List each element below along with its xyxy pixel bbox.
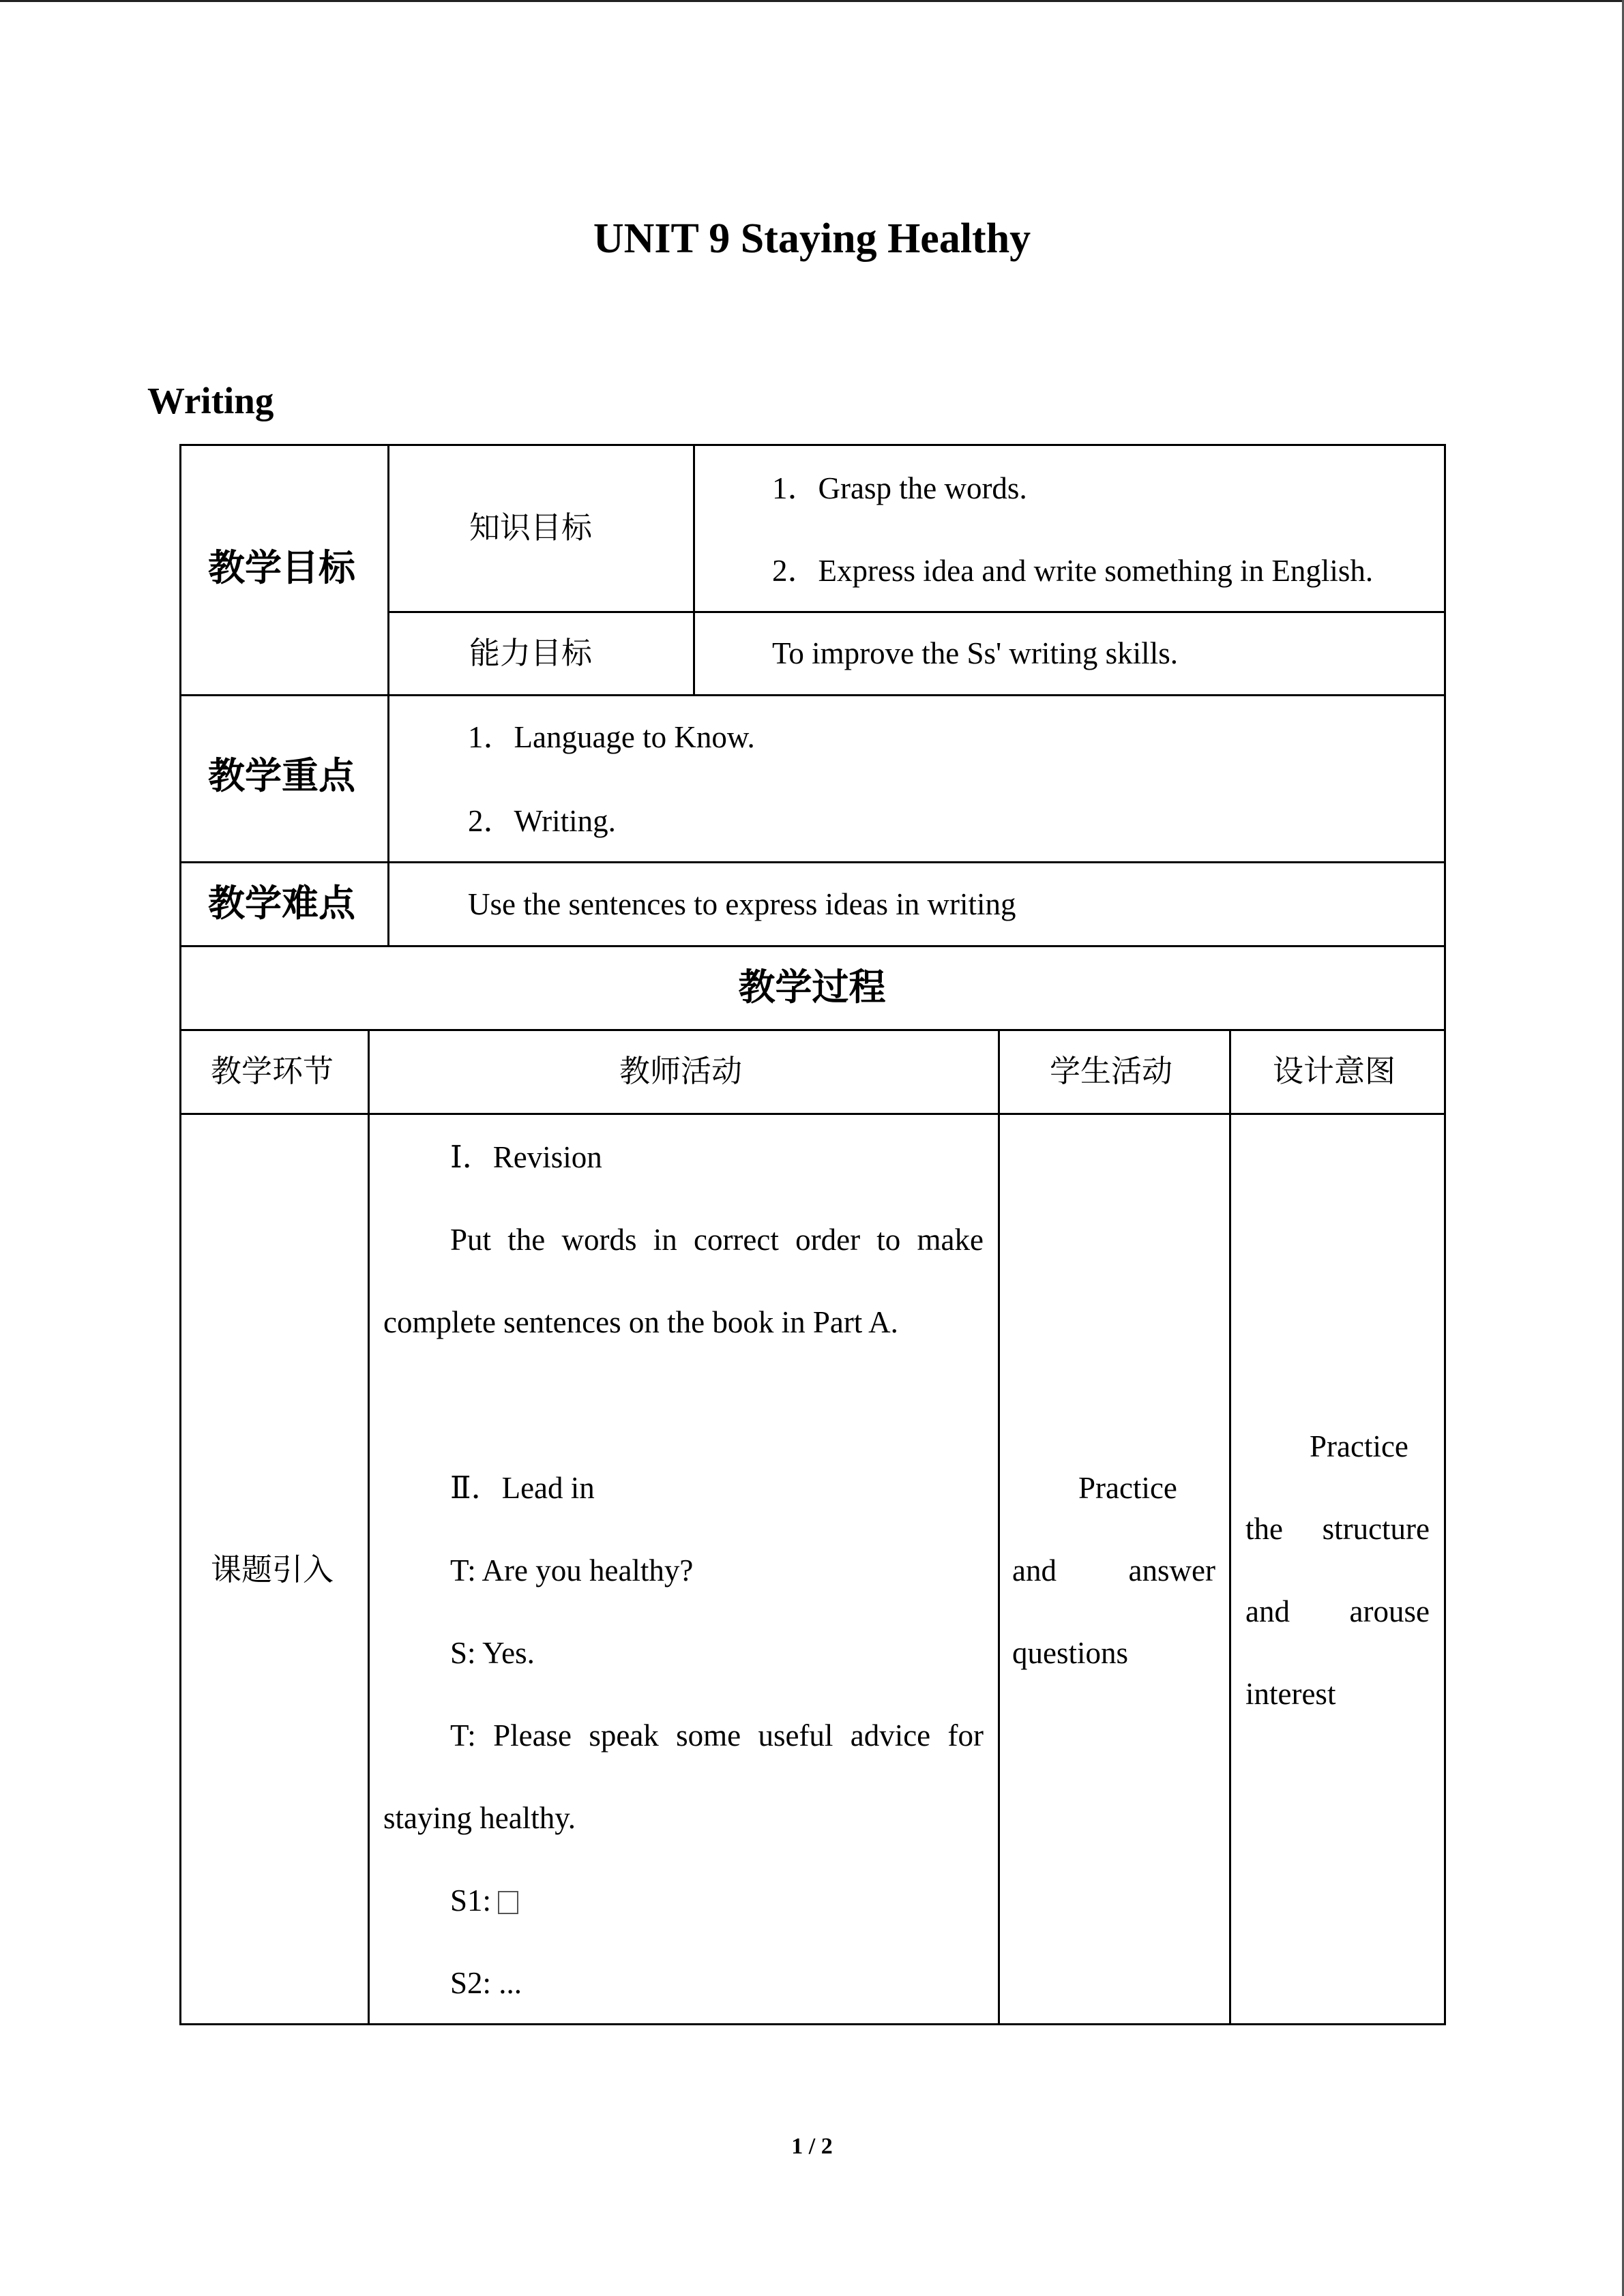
- blank-square-icon: [498, 1891, 518, 1914]
- dialogue-line: S: Yes.: [450, 1636, 535, 1670]
- word: Please: [493, 1718, 572, 1753]
- objectives-label: 教学目标: [208, 546, 355, 589]
- dialogue-line: T: Are you healthy?: [450, 1553, 694, 1587]
- ability-objective-label: 能力目标: [469, 635, 593, 671]
- word: for: [947, 1718, 984, 1753]
- word: structure: [1322, 1512, 1430, 1546]
- difficulties-text: Use the sentences to express ideas in writing: [468, 887, 1016, 921]
- word: arouse: [1349, 1594, 1430, 1628]
- revision-instruction-line: [450, 1219, 984, 1260]
- design-intent-line: [1245, 1591, 1430, 1632]
- student1-answer: S1:: [450, 1883, 492, 1918]
- design-intent-line: [1245, 1508, 1430, 1549]
- word: correct: [693, 1223, 779, 1257]
- table-line: [387, 444, 389, 945]
- key-point-item: 2．Writing.: [468, 804, 616, 838]
- column-header-stage: 教学环节: [211, 1053, 334, 1089]
- student-activity-line: questions: [1012, 1636, 1129, 1670]
- revision-heading: Ⅰ．Revision: [450, 1140, 602, 1174]
- word: make: [917, 1223, 984, 1257]
- table-line: [179, 444, 1446, 446]
- stage-label: 课题引入: [211, 1551, 334, 1587]
- table-line: [368, 1029, 370, 2025]
- word: the: [507, 1223, 546, 1257]
- lead-in-heading: Ⅱ．Lead in: [450, 1471, 595, 1505]
- table-line: [1444, 444, 1446, 2025]
- dialogue-line-cont: staying healthy.: [383, 1801, 576, 1835]
- page-number: 1 / 2: [791, 2134, 833, 2159]
- page-title: UNIT 9 Staying Healthy: [593, 215, 1031, 262]
- student-activity-line: [1012, 1550, 1215, 1591]
- ability-objective-text: To improve the Ss' writing skills.: [772, 636, 1178, 670]
- knowledge-item: 1．Grasp the words.: [772, 471, 1027, 505]
- table-line: [387, 611, 1446, 613]
- design-intent-line: Practice: [1310, 1429, 1408, 1463]
- section-heading: Writing: [147, 380, 274, 421]
- dialogue-line: [450, 1715, 984, 1756]
- knowledge-item: 2．Express idea and write something in English.: [772, 554, 1374, 588]
- key-point-item: 1．Language to Know.: [468, 720, 755, 754]
- page-top-border: [0, 0, 1624, 2]
- table-line: [179, 444, 181, 2025]
- table-line: [179, 945, 1446, 947]
- word: the: [1245, 1512, 1283, 1546]
- word: advice: [850, 1718, 931, 1753]
- word: speak: [589, 1718, 659, 1753]
- word: order: [795, 1223, 861, 1257]
- word: in: [653, 1223, 677, 1257]
- column-header-teacher: 教师活动: [619, 1053, 743, 1089]
- difficulties-label: 教学难点: [208, 882, 355, 925]
- table-line: [693, 444, 695, 694]
- word: answer: [1128, 1553, 1215, 1587]
- revision-instruction-cont: complete sentences on the book in Part A.: [383, 1305, 898, 1339]
- knowledge-objective-label: 知识目标: [469, 509, 593, 546]
- word: T:: [450, 1718, 476, 1753]
- student-activity-line: Practice: [1078, 1471, 1177, 1505]
- key-points-label: 教学重点: [208, 754, 355, 797]
- word: useful: [758, 1718, 833, 1753]
- table-line: [179, 861, 1446, 863]
- process-label: 教学过程: [738, 966, 886, 1009]
- dialogue-line: S2: ...: [450, 1966, 522, 2000]
- table-line: [179, 694, 1446, 696]
- table-line: [1229, 1029, 1231, 2025]
- word: to: [876, 1223, 901, 1257]
- word: words: [561, 1223, 637, 1257]
- table-line: [998, 1029, 1000, 2025]
- word: some: [676, 1718, 741, 1753]
- design-intent-line: interest: [1245, 1677, 1336, 1711]
- word: and: [1245, 1594, 1290, 1628]
- dialogue-line: [450, 1880, 518, 1921]
- word: and: [1012, 1553, 1057, 1587]
- column-header-design: 设计意图: [1273, 1053, 1396, 1089]
- column-header-student: 学生活动: [1050, 1053, 1173, 1089]
- word: Put: [450, 1223, 492, 1257]
